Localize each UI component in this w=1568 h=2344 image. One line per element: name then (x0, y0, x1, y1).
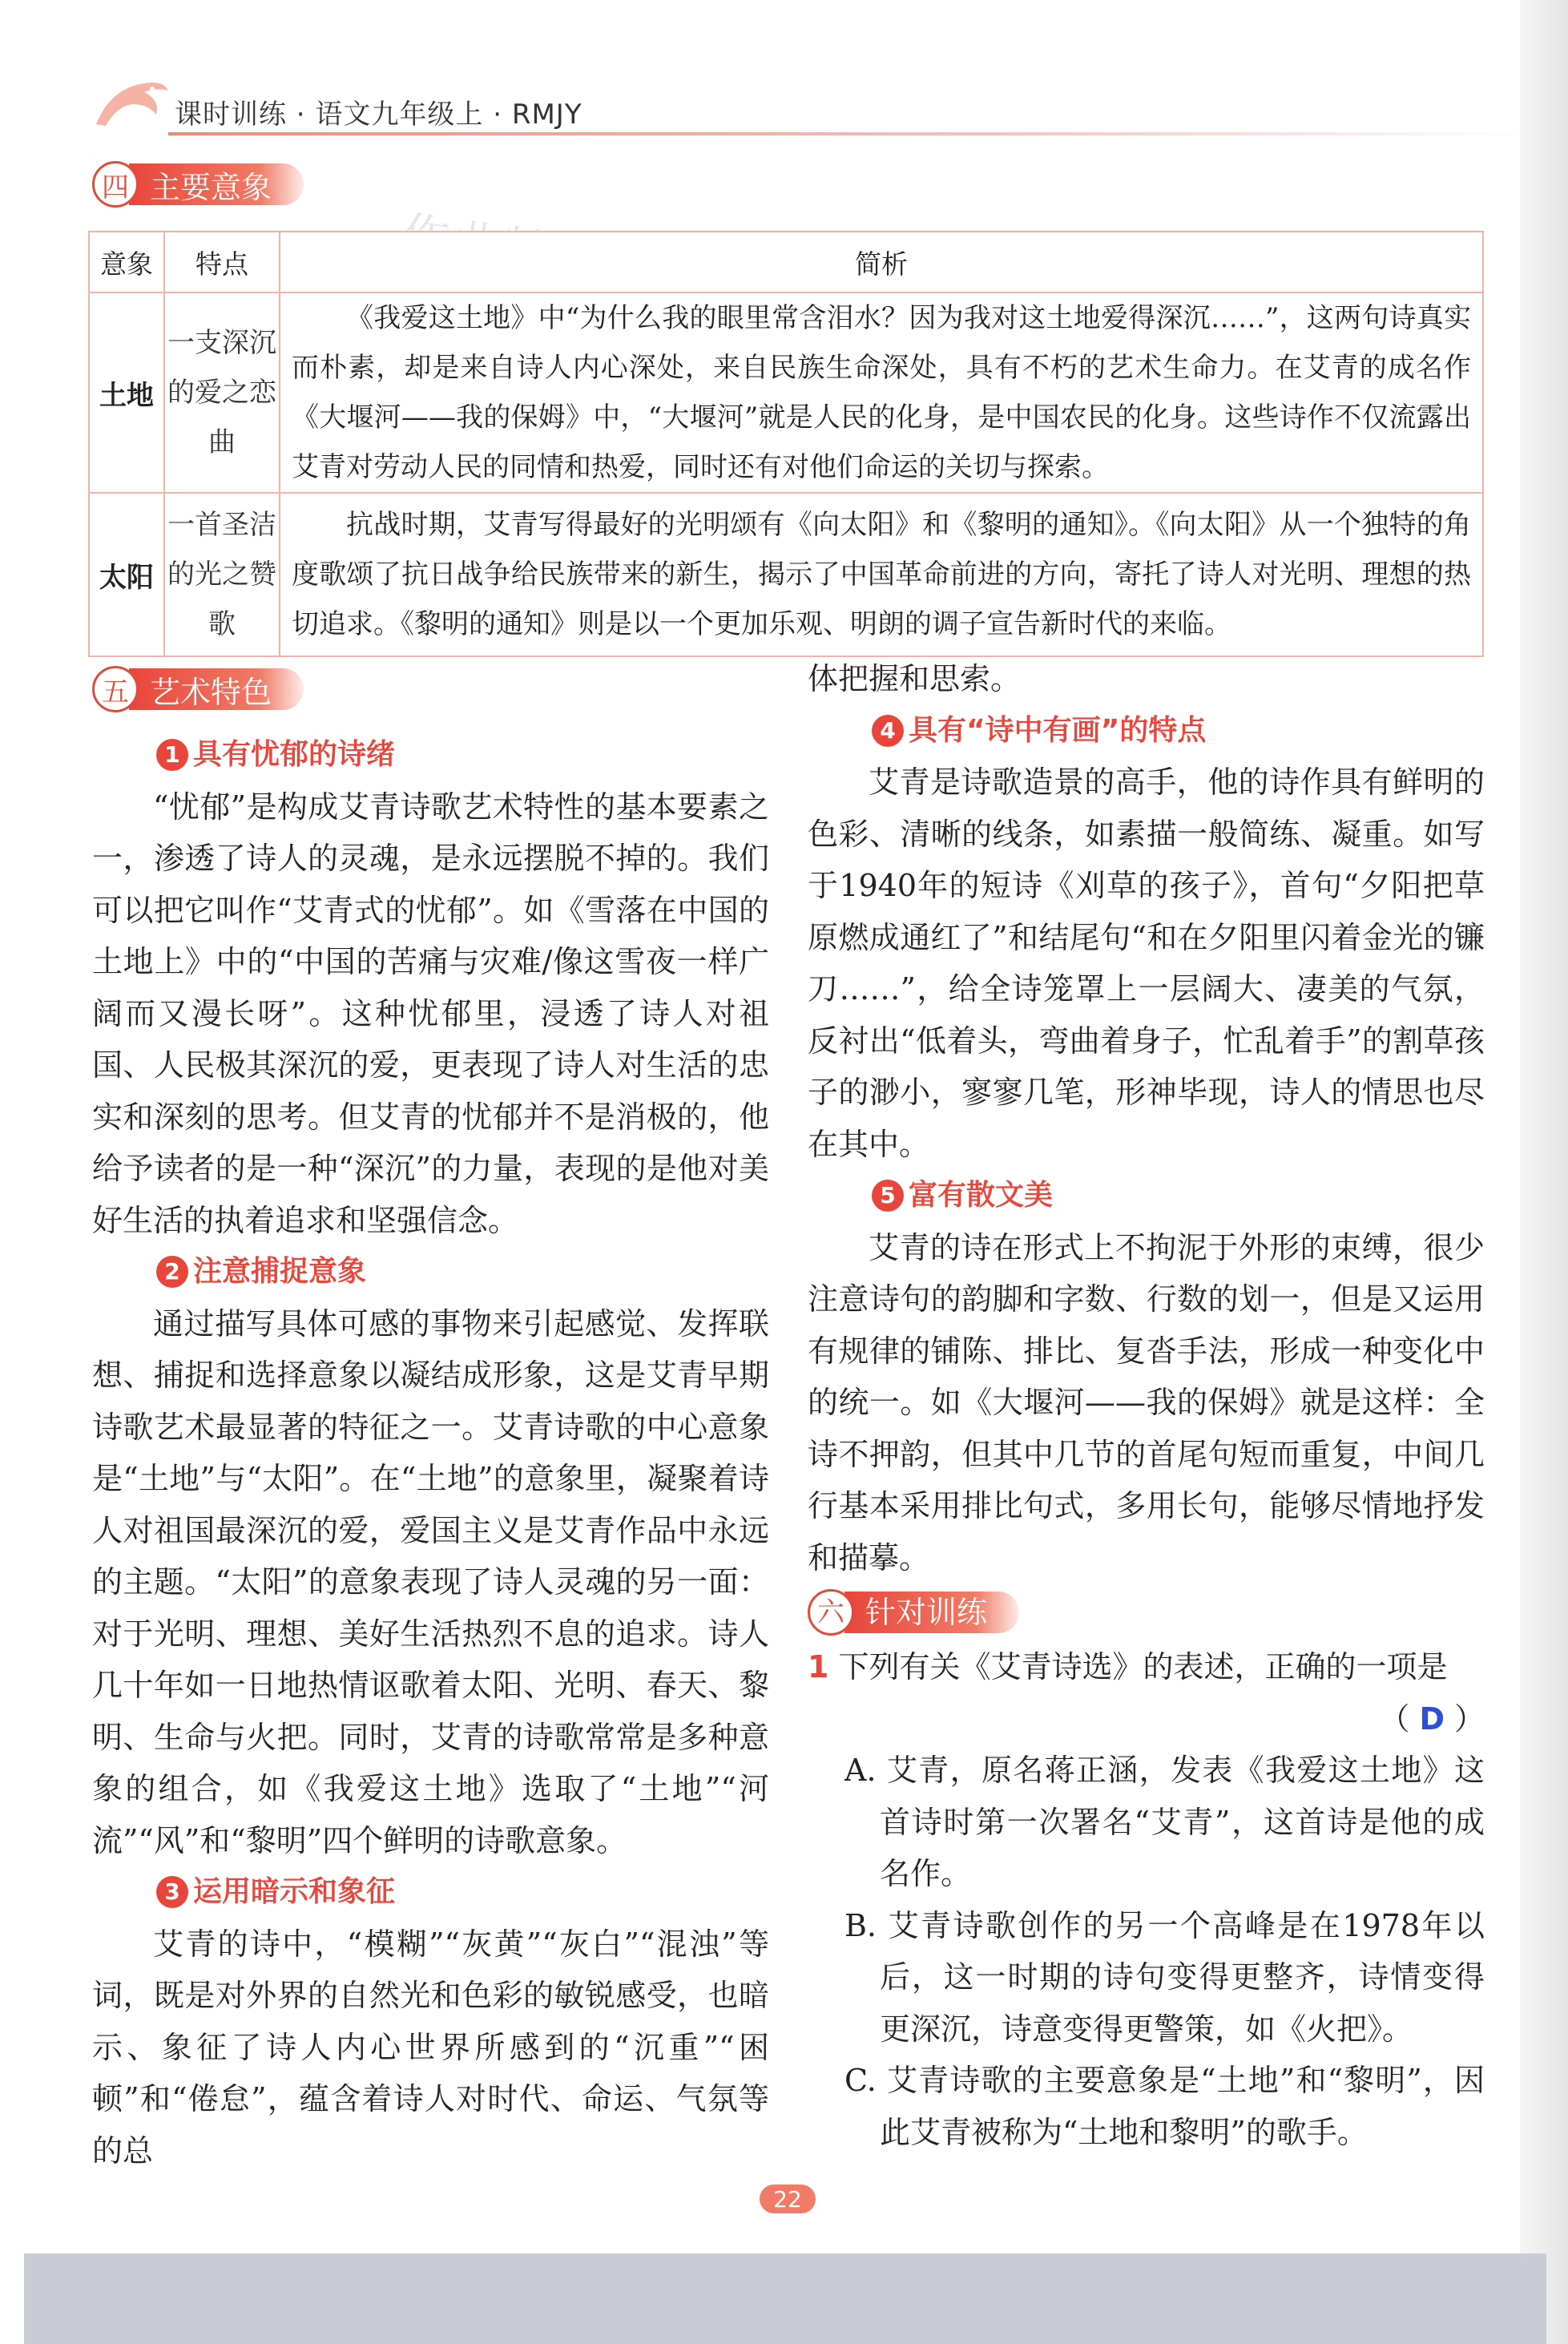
page-edge-shadow (1520, 0, 1568, 2344)
section-6-heading (808, 1588, 1019, 1636)
question-stem: 下列有关《艾青诗选》的表述，正确的一项是 (838, 1649, 1448, 1684)
table-header-row (89, 232, 1483, 292)
feature-4-number: 4 (872, 715, 904, 747)
table-cell-description: 抗战时期，艾青写得最好的光明颂有《向太阳》和《黎明的通知》。《向太阳》从一个独特的角度歌颂了抗日战争给民族带来的新生，揭示了中国革命前进的方向，寄托了诗人对光明、理想的热切追求。《黎明的通知》则是以一个更加乐观、明朗的调子宣告新时代的来临。 (280, 493, 1483, 656)
question-stem-line (808, 1641, 1485, 1693)
header-rule (168, 132, 1530, 135)
feature-5-number: 5 (872, 1180, 904, 1212)
feature-5-text: 艾青的诗在形式上不拘泥于外形的束缚，很少注意诗句的韵脚和字数、行数的划一，但是又运用有规律的铺陈、排比、复沓手法，形成一种变化中的统一。如《大堰河——我的保姆》就是这样：全诗不押韵，但其中几节的首尾句短而重复，中间几行基本采用排比句式，多用长句，能够尽情地抒发和描摹。 (808, 1229, 1485, 1575)
feature-3-continuation: 体把握和思索。 (808, 661, 1022, 696)
section-5-title: 艺术特色 (129, 668, 304, 710)
table-header-cell: 简析 (280, 232, 1483, 292)
table-cell-image: 土地 (89, 292, 164, 493)
table-header-cell: 特点 (164, 232, 280, 292)
dolphin-logo-icon (88, 68, 176, 140)
table-row (89, 292, 1483, 493)
option-c: C. 艾青诗歌的主要意象是“土地”和“黎明”，因此艾青被称为“土地和黎明”的歌手。 (844, 2063, 1485, 2150)
table-header-cell: 意象 (89, 232, 164, 292)
feature-4-heading (808, 705, 1485, 757)
imagery-table (88, 231, 1484, 657)
section-5-heading (92, 665, 304, 713)
feature-4-title: 具有“诗中有画”的特点 (909, 713, 1207, 747)
feature-1-heading (92, 729, 769, 781)
feature-2-title: 注意捕捉意象 (193, 1255, 367, 1288)
feature-3-number: 3 (156, 1876, 188, 1908)
feature-2-number: 2 (156, 1256, 188, 1288)
table-cell-feature: 一支深沉的爱之恋曲 (164, 292, 280, 493)
header-title: 课时训练 · 语文九年级上 · RMJY (175, 99, 582, 131)
feature-5-title: 富有散文美 (909, 1179, 1054, 1212)
scan-bottom-band (24, 2253, 1546, 2344)
section-6-heading-wrap (808, 1584, 1485, 1641)
feature-1-number: 1 (156, 739, 188, 771)
left-column (92, 729, 769, 2177)
option-a: A. 艾青，原名蒋正涵，发表《我爱这土地》这首诗时第一次署名“艾青”，这首诗是他的成名作。 (844, 1753, 1485, 1891)
answer-line (808, 1693, 1485, 1745)
section-4-title: 主要意象 (129, 163, 304, 205)
feature-2-heading (92, 1246, 769, 1298)
feature-4-text: 艾青是诗歌造景的高手，他的诗作具有鲜明的色彩、清晰的线条，如素描一般简练、凝重。如写于1940年的短诗《刈草的孩子》，首句“夕阳把草原燃成通红了”和结尾句“和在夕阳里闪着金光的镰刀……”，给全诗笼罩上一层阔大、凄美的气氛，反衬出“低着头，弯曲着身子，忙乱着手”的割草孩子的渺小，寥寥几笔，形神毕现，诗人的情思也尽在其中。 (808, 765, 1485, 1162)
answer-paren-open: （ (1379, 1701, 1410, 1737)
feature-3-title: 运用暗示和象征 (193, 1875, 396, 1908)
feature-1-title: 具有忧郁的诗绪 (193, 738, 396, 771)
feature-2-text: 通过描写具体可感的事物来引起感觉、发挥联想、捕捉和选择意象以凝结成形象，这是艾青早期诗歌艺术最显著的特征之一。艾青诗歌的中心意象是“土地”与“太阳”。在“土地”的意象里，凝聚着诗人对祖国最深沉的爱，爱国主义是艾青作品中永远的主题。“太阳”的意象表现了诗人灵魂的另一面：对于光明、理想、美好生活热烈不息的追求。诗人几十年如一日地热情讴歌着太阳、光明、春天、黎明、生命与火把。同时，艾青的诗歌常常是多种意象的组合，如《我爱这土地》选取了“土地”“河流”“风”和“黎明”四个鲜明的诗歌意象。 (92, 1305, 769, 1858)
page-header (88, 68, 1450, 140)
table-cell-description: 《我爱这土地》中“为什么我的眼里常含泪水？因为我对这土地爱得深沉……”，这两句诗真实而朴素，却是来自诗人内心深处，来自民族生命深处，具有不朽的艺术生命力。在艾青的成名作《大堰河——我的保姆》中，“大堰河”就是人民的化身，是中国农民的化身。这些诗作不仅流露出艾青对劳动人民的同情和热爱，同时还有对他们命运的关切与探索。 (280, 292, 1483, 493)
answer-paren-close: ） (1453, 1701, 1485, 1737)
table-cell-image: 太阳 (89, 493, 164, 656)
page-number: 22 (760, 2185, 816, 2213)
table-cell-feature: 一首圣洁的光之赞歌 (164, 493, 280, 656)
feature-3-heading (92, 1866, 769, 1918)
section-6-number: 六 (808, 1589, 854, 1636)
feature-5-heading (808, 1170, 1485, 1222)
question-number: 1 (808, 1649, 829, 1684)
question-1 (808, 1641, 1485, 2158)
right-column (808, 653, 1485, 2158)
option-b: B. 艾青诗歌创作的另一个高峰是在1978年以后，这一时期的诗句变得更整齐，诗情变得更深沉，诗意变得更警策，如《火把》。 (844, 1907, 1485, 2047)
section-6-title: 针对训练 (844, 1592, 1019, 1633)
feature-1-text: “忧郁”是构成艾青诗歌艺术特性的基本要素之一，渗透了诗人的灵魂，是永远摆脱不掉的。我们可以把它叫作“艾青式的忧郁”。如《雪落在中国的土地上》中的“中国的苦痛与灾难/像这雪夜一样广阔而又漫长呀”。这种忧郁里，浸透了诗人对祖国、人民极其深沉的爱，更表现了诗人对生活的忠实和深刻的思考。但艾青的忧郁并不是消极的，他给予读者的是一种“深沉”的力量，表现的是他对美好生活的执着追求和坚强信念。 (92, 789, 769, 1238)
feature-3-text: 艾青的诗中，“模糊”“灰黄”“灰白”“混浊”等词，既是对外界的自然光和色彩的敏锐感受，也暗示、象征了诗人内心世界所感到的“沉重”“困顿”和“倦怠”，蕴含着诗人对时代、命运、气氛等的总 (92, 1926, 769, 2169)
table-row (89, 493, 1483, 656)
answer-value: D (1419, 1701, 1445, 1737)
section-4-heading (92, 160, 304, 208)
section-4-number: 四 (92, 161, 139, 208)
section-5-number: 五 (92, 666, 139, 712)
